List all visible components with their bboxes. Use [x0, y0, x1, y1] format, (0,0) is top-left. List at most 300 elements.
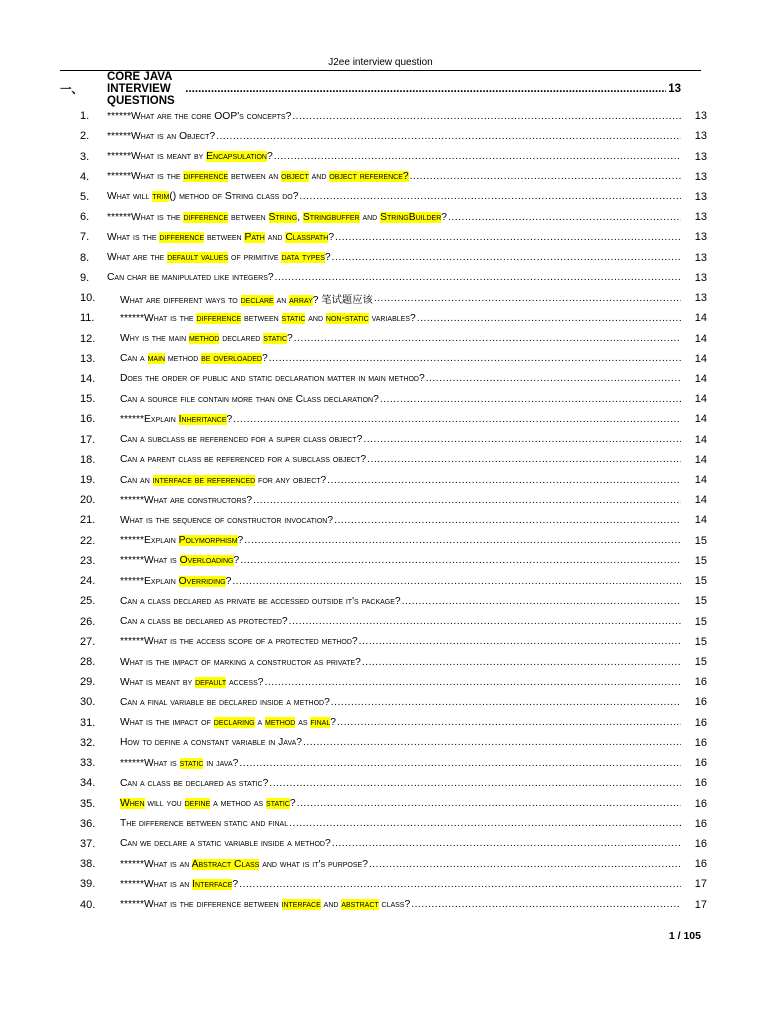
- highlighted-term: Stringbuffer: [302, 211, 360, 223]
- title-text: Can a source file contain more than one Class declaration?: [120, 393, 379, 405]
- toc-entry-page-number: 15: [694, 656, 707, 669]
- toc-entry-number: 14.: [80, 372, 96, 385]
- toc-entry-page-number: 16: [694, 797, 707, 810]
- title-text: Can char be manipulated like integers?: [107, 272, 274, 284]
- toc-entry[interactable]: [0, 652, 768, 672]
- title-text: ? 笔试题应该: [312, 294, 373, 306]
- toc-entry-number: 8.: [80, 251, 90, 264]
- toc-entry-number: 9.: [80, 271, 90, 284]
- toc-entry-title: [120, 313, 416, 324]
- toc-entry[interactable]: [0, 632, 768, 652]
- dot-leader: [369, 859, 681, 870]
- toc-entry[interactable]: [0, 531, 768, 551]
- toc-entry-page-number: 16: [694, 837, 707, 850]
- title-text: () method of String class do?: [169, 191, 299, 203]
- toc-entry-title: [120, 454, 366, 465]
- toc-entry-title: [120, 373, 425, 384]
- toc-list: [0, 106, 768, 915]
- toc-entry[interactable]: [0, 409, 768, 429]
- highlighted-term: difference: [196, 312, 242, 324]
- highlighted-term: When: [120, 798, 145, 810]
- toc-entry-title: [120, 616, 288, 627]
- toc-entry[interactable]: [0, 126, 768, 146]
- toc-entry-page-number: 16: [694, 736, 707, 749]
- toc-entry-number: 22.: [80, 534, 96, 547]
- highlighted-term: Interface: [192, 878, 233, 890]
- toc-entry-title: [107, 151, 273, 162]
- title-text: and: [264, 231, 286, 243]
- title-text: ******What is the access scope of a protected method?: [120, 636, 358, 648]
- toc-entry-number: 38.: [80, 858, 96, 871]
- toc-entry-page-number: 16: [694, 777, 707, 790]
- toc-entry-number: 5.: [80, 190, 90, 203]
- highlighted-term: define: [184, 798, 211, 810]
- highlighted-term: object: [281, 171, 309, 183]
- toc-entry-page-number: 16: [694, 858, 707, 871]
- toc-entry-number: 11.: [80, 312, 95, 325]
- title-text: and: [308, 171, 330, 183]
- highlighted-term: abstract: [341, 899, 379, 911]
- title-text: ******What is an: [120, 878, 193, 890]
- highlighted-term: interface be referenced: [152, 474, 256, 486]
- toc-entry-number: 28.: [80, 656, 96, 669]
- toc-entry-title: [107, 171, 409, 182]
- toc-entry[interactable]: [0, 571, 768, 591]
- title-text: ?: [328, 231, 335, 243]
- highlighted-term: final: [310, 717, 331, 729]
- toc-entry[interactable]: [0, 450, 768, 470]
- toc-entry-title: [120, 717, 336, 728]
- highlighted-term: difference: [183, 211, 229, 223]
- title-text: class?: [378, 899, 411, 911]
- toc-entry-page-number: 14: [694, 474, 707, 487]
- toc-entry-number: 24.: [80, 575, 96, 588]
- dot-leader: [402, 596, 681, 607]
- title-text: Can a parent class be referenced for a subclass object?: [120, 454, 367, 466]
- dot-leader: [289, 616, 681, 627]
- title-text: ******What is an: [120, 858, 192, 870]
- toc-entry[interactable]: [0, 692, 768, 712]
- toc-entry-title: [120, 475, 326, 486]
- dot-leader: [264, 677, 681, 688]
- title-text: ******What is meant by: [107, 151, 207, 163]
- toc-entry[interactable]: [0, 268, 768, 288]
- toc-entry-page-number: 15: [694, 635, 707, 648]
- title-text: and: [359, 211, 381, 223]
- toc-entry[interactable]: [0, 834, 768, 854]
- section-page-number: 13: [668, 83, 681, 95]
- dot-leader: [332, 252, 681, 263]
- toc-entry-page-number: 13: [694, 292, 707, 305]
- toc-entry-number: 1.: [80, 110, 90, 123]
- title-text: ******What are the core OOP's concepts?: [107, 110, 292, 122]
- title-text: The difference between static and final: [120, 818, 289, 830]
- toc-entry-title: [120, 434, 362, 445]
- toc-entry[interactable]: [0, 308, 768, 328]
- toc-entry[interactable]: [0, 389, 768, 409]
- title-text: of primitive: [228, 252, 282, 264]
- toc-entry-page-number: 14: [694, 453, 707, 466]
- toc-entry[interactable]: [0, 369, 768, 389]
- title-text: ?: [441, 211, 448, 223]
- dot-leader: [239, 879, 681, 890]
- toc-entry-title: [120, 879, 238, 890]
- highlighted-term: Classpath: [285, 231, 329, 243]
- toc-entry-page-number: 17: [694, 898, 707, 911]
- toc-entry-number: 27.: [80, 635, 96, 648]
- toc-entry-number: 23.: [80, 554, 96, 567]
- toc-entry[interactable]: [0, 470, 768, 490]
- toc-entry[interactable]: [0, 551, 768, 571]
- toc-entry[interactable]: [0, 248, 768, 268]
- dot-leader: [297, 798, 681, 809]
- toc-entry-number: 37.: [80, 837, 96, 850]
- title-text: ,: [297, 211, 303, 223]
- highlighted-term: String: [268, 211, 298, 223]
- title-text: ******What is: [120, 757, 180, 769]
- title-text: ?: [330, 717, 336, 729]
- toc-entry-title: [120, 636, 358, 647]
- toc-entry-page-number: 14: [694, 413, 707, 426]
- toc-entry-number: 33.: [80, 757, 96, 770]
- toc-entry-number: 26.: [80, 615, 96, 628]
- dot-leader: [275, 272, 681, 283]
- highlighted-term: static: [281, 312, 306, 324]
- toc-entry[interactable]: [0, 793, 768, 813]
- dot-leader: [417, 313, 681, 324]
- title-text: Can a subclass be referenced for a super class object?: [120, 434, 363, 446]
- toc-entry-page-number: 13: [694, 211, 707, 224]
- toc-entry-number: 18.: [80, 453, 96, 466]
- highlighted-term: StringBuilder: [380, 211, 442, 223]
- dot-leader: [269, 353, 681, 364]
- toc-entry-number: 35.: [80, 797, 96, 810]
- toc-entry-number: 12.: [80, 332, 96, 345]
- highlighted-term: non-static: [325, 312, 369, 324]
- toc-entry-page-number: 14: [694, 393, 707, 406]
- toc-entry[interactable]: [0, 611, 768, 631]
- title-text: What is meant by: [120, 676, 196, 688]
- toc-entry-number: 10.: [80, 292, 96, 305]
- toc-entry[interactable]: [0, 288, 768, 308]
- toc-entry-page-number: 15: [694, 534, 707, 547]
- title-text: ******Explain: [120, 535, 179, 547]
- toc-entry-page-number: 14: [694, 433, 707, 446]
- highlighted-term: array: [289, 294, 313, 306]
- page-indicator: 1 / 105: [668, 930, 701, 942]
- toc-entry-title: [107, 232, 334, 243]
- dot-leader: [239, 758, 681, 769]
- dot-leader: [299, 191, 681, 202]
- title-text: a method as: [210, 798, 267, 810]
- toc-entry-title: [120, 333, 293, 344]
- dot-leader: [359, 636, 681, 647]
- dot-leader: [185, 83, 666, 95]
- dot-leader: [240, 555, 681, 566]
- toc-entry[interactable]: [0, 773, 768, 793]
- title-text: What will: [107, 191, 153, 203]
- title-text: What are different ways to: [120, 294, 241, 306]
- title-text: Can an: [120, 474, 153, 486]
- toc-entry[interactable]: [0, 430, 768, 450]
- dot-leader: [363, 434, 681, 445]
- toc-entry[interactable]: [0, 854, 768, 874]
- toc-entry[interactable]: [0, 490, 768, 510]
- toc-entry-page-number: 13: [694, 150, 707, 163]
- title-text: between: [228, 211, 269, 223]
- dot-leader: [294, 333, 681, 344]
- highlighted-term: Polymorphism: [178, 535, 238, 547]
- dot-leader: [362, 657, 681, 668]
- highlighted-term: declaring: [213, 717, 255, 729]
- title-text: Can we declare a static variable inside a method?: [120, 838, 331, 850]
- dot-leader: [327, 475, 681, 486]
- title-text: and: [320, 899, 342, 911]
- toc-entry-page-number: 13: [694, 170, 707, 183]
- toc-entry[interactable]: [0, 187, 768, 207]
- dot-leader: [216, 131, 681, 142]
- toc-entry-number: 21.: [80, 514, 96, 527]
- toc-entry-number: 4.: [80, 170, 90, 183]
- highlighted-term: main: [147, 353, 166, 365]
- toc-entry-title: [107, 131, 215, 142]
- toc-entry-title: [107, 212, 447, 223]
- section-number: 一、: [60, 84, 83, 96]
- toc-entry-page-number: 14: [694, 332, 707, 345]
- toc-entry[interactable]: [0, 146, 768, 166]
- toc-entry-title: [120, 535, 243, 546]
- highlighted-term: method: [265, 717, 296, 729]
- toc-entry-number: 6.: [80, 211, 90, 224]
- toc-entry-page-number: 14: [694, 312, 707, 325]
- toc-entry[interactable]: [0, 814, 768, 834]
- title-text: as: [295, 717, 311, 729]
- toc-entry-page-number: 16: [694, 696, 707, 709]
- title-text: access?: [226, 676, 264, 688]
- title-text: between: [204, 231, 245, 243]
- toc-entry-page-number: 13: [694, 110, 707, 123]
- toc-entry-page-number: 14: [694, 514, 707, 527]
- title-text: ?: [232, 878, 239, 890]
- highlighted-term: be overloaded: [201, 353, 262, 365]
- toc-entry-title: [107, 252, 331, 263]
- title-text: ******What is the difference between: [120, 899, 282, 911]
- highlighted-term: default values: [167, 252, 229, 264]
- dot-leader: [289, 818, 681, 829]
- toc-entry-page-number: 14: [694, 372, 707, 385]
- title-text: Can a class be declared as static?: [120, 777, 269, 789]
- title-text: between an: [228, 171, 282, 183]
- toc-entry-page-number: 15: [694, 615, 707, 628]
- dot-leader: [374, 293, 681, 304]
- toc-entry-number: 29.: [80, 676, 96, 689]
- toc-entry-number: 36.: [80, 817, 96, 830]
- toc-entry-page-number: 13: [694, 231, 707, 244]
- highlighted-term: static: [266, 798, 290, 810]
- toc-entry-title: [120, 353, 268, 364]
- dot-leader: [292, 111, 681, 122]
- title-text: a: [254, 717, 265, 729]
- title-text: ******What is the: [107, 171, 184, 183]
- highlighted-term: declare: [240, 294, 274, 306]
- title-text: ******What is the: [107, 211, 184, 223]
- toc-entry-title: [120, 495, 252, 506]
- toc-entry-page-number: 13: [694, 190, 707, 203]
- toc-entry-number: 19.: [80, 474, 96, 487]
- title-text: ******Explain: [120, 575, 179, 587]
- toc-entry[interactable]: [0, 167, 768, 187]
- toc-entry-title: [120, 555, 239, 566]
- title-text: method: [165, 353, 202, 365]
- running-header: J2ee interview question: [328, 57, 433, 68]
- dot-leader: [334, 515, 681, 526]
- title-text: ******What is an Object?: [107, 130, 216, 142]
- toc-entry-title: [120, 778, 268, 789]
- highlighted-term: Overriding: [178, 575, 226, 587]
- toc-entry[interactable]: [0, 227, 768, 247]
- title-text: ?: [287, 333, 293, 345]
- toc-entry-number: 7.: [80, 231, 90, 244]
- toc-section-heading[interactable]: [60, 71, 681, 107]
- toc-entry[interactable]: [0, 672, 768, 692]
- toc-entry-page-number: 13: [694, 271, 707, 284]
- toc-entry-number: 17.: [80, 433, 96, 446]
- toc-entry-title: [120, 758, 238, 769]
- highlighted-term: Path: [244, 231, 265, 243]
- toc-entry[interactable]: [0, 874, 768, 894]
- dot-leader: [232, 576, 681, 587]
- toc-entry-title: [120, 677, 263, 688]
- toc-entry-number: 32.: [80, 736, 96, 749]
- dot-leader: [233, 414, 681, 425]
- toc-entry-title: [120, 576, 231, 587]
- toc-entry-title: [120, 414, 232, 425]
- title-text: Can a final variable be declared inside a method?: [120, 696, 330, 708]
- toc-entry-page-number: 16: [694, 676, 707, 689]
- title-text: What is the sequence of constructor invocation?: [120, 514, 334, 526]
- toc-entry-number: 15.: [80, 393, 96, 406]
- title-text: ******Explain: [120, 413, 179, 425]
- toc-entry[interactable]: [0, 733, 768, 753]
- highlighted-term: static: [263, 333, 288, 345]
- title-text: will you: [144, 798, 185, 810]
- toc-entry-number: 2.: [80, 130, 90, 143]
- toc-entry[interactable]: [0, 349, 768, 369]
- highlighted-term: object reference?: [329, 171, 409, 183]
- highlighted-term: interface: [281, 899, 321, 911]
- toc-entry-number: 39.: [80, 878, 96, 891]
- toc-entry-page-number: 14: [694, 352, 707, 365]
- highlighted-term: default: [195, 676, 227, 688]
- title-text: ******What is: [120, 555, 180, 567]
- title-text: Does the order of public and static declaration matter in main method?: [120, 373, 425, 385]
- toc-entry[interactable]: [0, 895, 768, 915]
- title-text: ?: [289, 798, 296, 810]
- title-text: in java?: [203, 757, 239, 769]
- title-text: ?: [237, 535, 244, 547]
- toc-entry-title: [120, 291, 373, 306]
- toc-entry-number: 34.: [80, 777, 96, 790]
- toc-entry-title: [107, 111, 291, 122]
- toc-entry-number: 20.: [80, 494, 96, 507]
- toc-entry-title: [107, 191, 298, 202]
- toc-entry-page-number: 15: [694, 595, 707, 608]
- title-text: Can a class declared as private be accessed outside it's package?: [120, 595, 401, 607]
- toc-entry-page-number: 13: [694, 130, 707, 143]
- toc-entry-page-number: 16: [694, 716, 707, 729]
- title-text: for any object?: [255, 474, 327, 486]
- toc-entry[interactable]: [0, 753, 768, 773]
- dot-leader: [448, 212, 681, 223]
- title-text: ?: [233, 555, 240, 567]
- title-text: Can a: [120, 353, 148, 365]
- title-text: between: [241, 312, 282, 324]
- toc-entry-number: 25.: [80, 595, 96, 608]
- toc-entry[interactable]: [0, 713, 768, 733]
- toc-entry[interactable]: [0, 510, 768, 530]
- title-text: ?: [225, 575, 232, 587]
- highlighted-term: Encapsulation: [206, 151, 267, 163]
- title-text: ?: [261, 353, 268, 365]
- title-text: How to define a constant variable in Java?: [120, 737, 302, 749]
- toc-entry-page-number: 16: [694, 757, 707, 770]
- dot-leader: [335, 232, 681, 243]
- toc-entry-number: 30.: [80, 696, 96, 709]
- toc-entry[interactable]: [0, 106, 768, 126]
- title-text: ******What is the: [120, 312, 197, 324]
- title-text: ?: [266, 151, 273, 163]
- title-text: Can a class be declared as protected?: [120, 616, 288, 628]
- dot-leader: [410, 171, 681, 182]
- title-text: What is the: [107, 231, 160, 243]
- title-text: ?: [226, 413, 233, 425]
- toc-entry-title: [120, 657, 361, 668]
- dot-leader: [274, 151, 681, 162]
- toc-entry-title: [120, 798, 296, 809]
- toc-entry-page-number: 14: [694, 494, 707, 507]
- toc-entry-title: [107, 272, 274, 283]
- title-text: ?: [324, 252, 331, 264]
- highlighted-term: Overloading: [179, 555, 234, 567]
- toc-entry-number: 40.: [80, 898, 96, 911]
- title-text: and: [305, 312, 326, 324]
- toc-entry-page-number: 15: [694, 554, 707, 567]
- title-text: declared: [219, 333, 264, 345]
- toc-entry[interactable]: [0, 328, 768, 348]
- toc-entry-page-number: 16: [694, 817, 707, 830]
- dot-leader: [303, 737, 681, 748]
- dot-leader: [411, 899, 681, 910]
- title-text: Why is the main: [120, 333, 189, 345]
- dot-leader: [367, 454, 681, 465]
- toc-entry[interactable]: [0, 207, 768, 227]
- toc-entry[interactable]: [0, 591, 768, 611]
- dot-leader: [337, 717, 681, 728]
- toc-entry-title: [120, 394, 379, 405]
- highlighted-term: Abstract Class: [191, 858, 260, 870]
- dot-leader: [332, 838, 681, 849]
- toc-entry-title: [120, 818, 288, 829]
- toc-entry-title: [120, 515, 333, 526]
- highlighted-term: trim: [152, 191, 170, 203]
- toc-entry-number: 31.: [80, 716, 96, 729]
- toc-entry-number: 16.: [80, 413, 96, 426]
- toc-entry-page-number: 15: [694, 575, 707, 588]
- toc-entry-number: 13.: [80, 352, 96, 365]
- toc-entry-page-number: 13: [694, 251, 707, 264]
- title-text: an: [273, 294, 290, 306]
- title-text: and what is it's purpose?: [259, 858, 368, 870]
